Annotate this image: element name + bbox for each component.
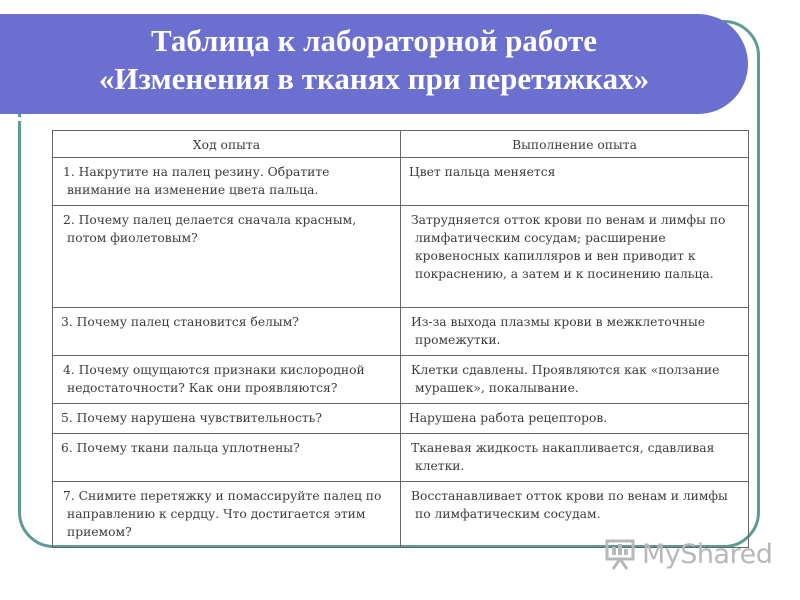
table-row <box>53 158 749 206</box>
lab-table <box>52 130 749 548</box>
table-row <box>53 206 749 308</box>
result-cell: Тканевая жидкость накапливается, сдавливая клетки. <box>401 434 749 482</box>
watermark-text: MyShared <box>642 538 773 570</box>
myshared-watermark <box>604 536 772 572</box>
step-cell: 6. Почему ткани пальца уплотнены? <box>53 434 401 482</box>
step-cell: 2. Почему палец делается сначала красным, потом фиолетовым? <box>53 206 401 308</box>
result-cell: Цвет пальца меняется <box>401 158 749 206</box>
slide-title <box>0 22 748 98</box>
result-cell: Нарушена работа рецепторов. <box>401 404 749 434</box>
result-cell: Из-за выхода плазмы крови в межклеточные промежутки. <box>401 308 749 356</box>
step-cell: 1. Накрутите на палец резину. Обратите внимание на изменение цвета пальца. <box>53 158 401 206</box>
header-result: Выполнение опыта <box>401 131 749 158</box>
result-cell: Клетки сдавлены. Проявляются как «ползание мурашек», покалывание. <box>401 356 749 404</box>
table-row <box>53 404 749 434</box>
presentation-board-icon <box>604 538 638 570</box>
result-cell: Восстанавливает отток крови по венам и лимфы по лимфатическим сосудам. <box>401 482 749 548</box>
header-step: Ход опыта <box>53 131 401 158</box>
title-line-2: «Изменения в тканях при перетяжках» <box>98 61 650 96</box>
step-cell: 7. Снимите перетяжку и помассируйте палец по направлению к сердцу. Что достигается этим приемом? <box>53 482 401 548</box>
title-line-1: Таблица к лабораторной работе <box>151 23 597 58</box>
result-cell: Затрудняется отток крови по венам и лимфы по лимфатическим сосудам; расширение кровеносных капилляров и вен приводит к покраснению, а затем и к посинению пальца. <box>401 206 749 308</box>
table-row <box>53 308 749 356</box>
step-cell: 4. Почему ощущаются признаки кислородной недостаточности? Как они проявляются? <box>53 356 401 404</box>
lab-table-container <box>52 130 748 548</box>
table-row <box>53 434 749 482</box>
step-cell: 5. Почему нарушена чувствительность? <box>53 404 401 434</box>
step-cell: 3. Почему палец становится белым? <box>53 308 401 356</box>
title-underline <box>0 117 706 121</box>
table-header-row <box>53 131 749 158</box>
table-row <box>53 356 749 404</box>
